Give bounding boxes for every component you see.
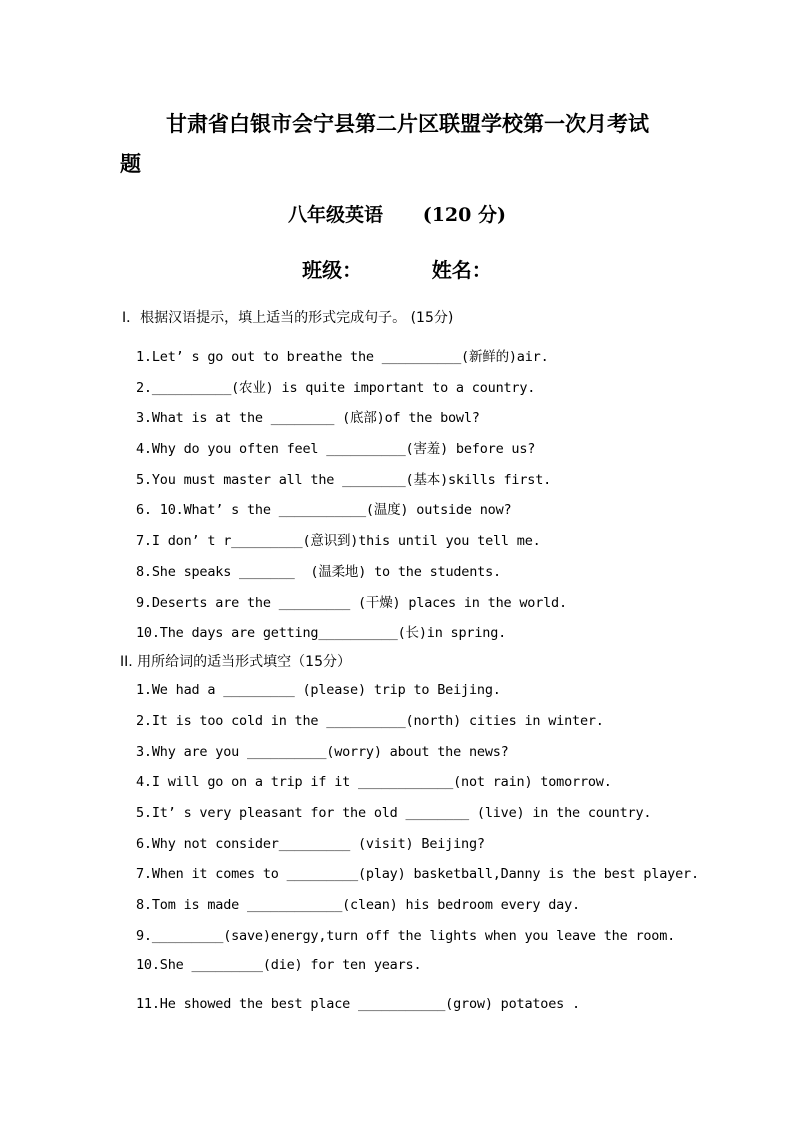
section-2-question: 5.It’ s very pleasant for the old ________ (live) in the country. bbox=[136, 805, 652, 821]
class-name-line: 班级： 姓名： bbox=[302, 258, 492, 282]
section-1-question: 6. 10.What’ s the ___________(温度) outside now? bbox=[136, 502, 512, 518]
exam-title bbox=[120, 104, 690, 184]
section-1-question: 3.What is at the ________ (底部)of the bowl? bbox=[136, 410, 480, 426]
exam-subtitle: 八年级英语 (120 分) bbox=[288, 204, 506, 226]
section-2-question: 7.When it comes to _________(play) basketball,Danny is the best player. bbox=[136, 866, 699, 882]
section-2-question: 10.She _________(die) for ten years. bbox=[136, 957, 422, 973]
section-2-question: 8.Tom is made ____________(clean) his bedroom every day. bbox=[136, 897, 580, 913]
section-1-question: 9.Deserts are the _________ (干燥) places in the world. bbox=[136, 595, 567, 611]
section-1-question: 8.She speaks _______ (温柔地) to the students. bbox=[136, 564, 501, 580]
title-line-1: 甘肃省白银市会宁县第二片区联盟学校第一次月考试 bbox=[166, 111, 649, 136]
section-1-question: 1.Let’ s go out to breathe the __________(新鲜的)air. bbox=[136, 349, 549, 365]
section-2-question: 3.Why are you __________(worry) about the news? bbox=[136, 744, 509, 760]
section-1-question: 2.__________(农业) is quite important to a country. bbox=[136, 380, 536, 396]
section-2-question: 9._________(save)energy,turn off the lights when you leave the room. bbox=[136, 928, 676, 944]
section-1-question: 10.The days are getting__________(长)in spring. bbox=[136, 625, 507, 641]
section-2-question: 6.Why not consider_________ (visit) Beijing? bbox=[136, 836, 485, 852]
section-2-question: 2.It is too cold in the __________(north) cities in winter. bbox=[136, 713, 604, 729]
title-line-2: 题 bbox=[120, 151, 141, 176]
section-2-question: 11.He showed the best place ___________(grow) potatoes . bbox=[136, 996, 580, 1012]
section-1-question: 4.Why do you often feel __________(害羞) before us? bbox=[136, 441, 536, 457]
section-2-question: 1.We had a _________ (please) trip to Beijing. bbox=[136, 682, 501, 698]
section-2-heading: II. 用所给词的适当形式填空（15分） bbox=[120, 654, 351, 670]
section-2-question: 4.I will go on a trip if it ____________(not rain) tomorrow. bbox=[136, 774, 612, 790]
section-1-question: 5.You must master all the ________(基本)skills first. bbox=[136, 472, 552, 488]
section-1-question: 7.I don’ t r_________(意识到)this until you tell me. bbox=[136, 533, 541, 549]
section-1-heading: I．根据汉语提示，填上适当的形式完成句子。 (15分) bbox=[122, 310, 454, 326]
